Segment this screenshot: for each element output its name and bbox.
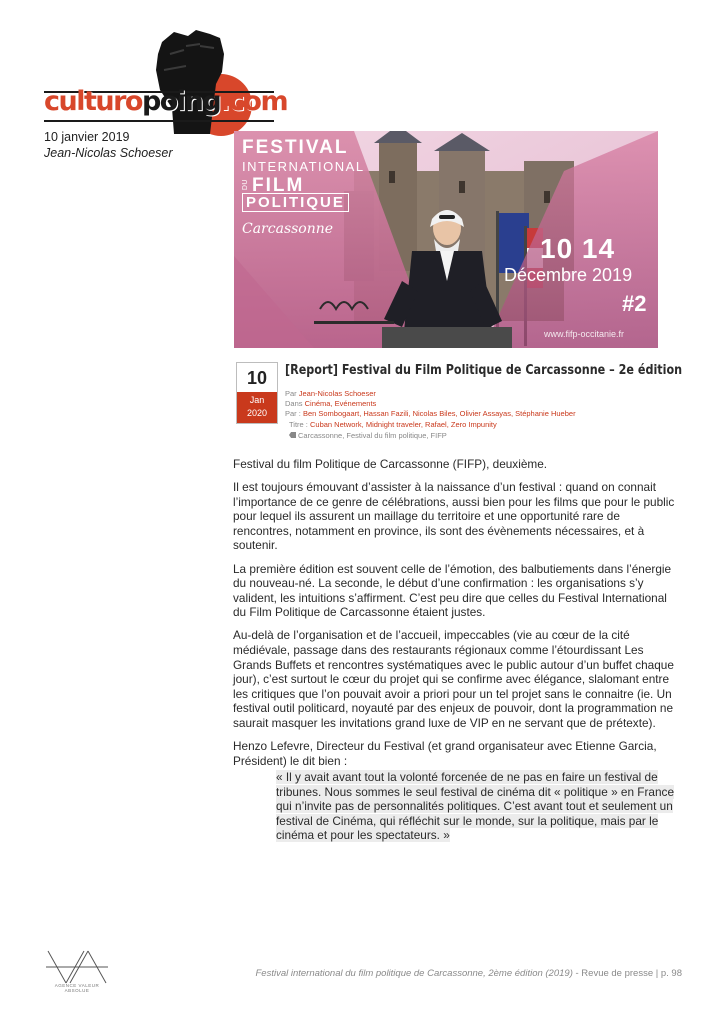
article-category bbox=[285, 399, 376, 408]
article-directors bbox=[285, 409, 576, 418]
directors-label: Par : bbox=[285, 409, 301, 418]
date-badge-day: 10 bbox=[246, 368, 268, 388]
poster-site-text: www.fifp-occitanie.fr bbox=[544, 329, 625, 339]
article-title[interactable]: [Report] Festival du Film Politique de Carcassonne – 2e édition bbox=[285, 363, 683, 378]
category-links[interactable]: Cinéma, Evénements bbox=[304, 399, 377, 408]
poster-politique-text: POLITIQUE bbox=[242, 193, 349, 212]
festival-poster-image bbox=[234, 131, 658, 348]
poster-film-text: FILM bbox=[252, 175, 305, 196]
footer-page-info: - Revue de presse | p. 98 bbox=[572, 968, 682, 979]
byline-label: Par bbox=[285, 389, 297, 398]
article-film-titles bbox=[289, 420, 497, 429]
footer-publication-title: Festival international du film politique de Carcassonne, 2ème édition (2019) bbox=[255, 968, 573, 979]
tag-icon bbox=[289, 432, 296, 438]
page-footer bbox=[255, 968, 682, 979]
article-byline bbox=[285, 389, 376, 398]
article-tags bbox=[289, 431, 447, 440]
body-paragraph-5: Henzo Lefevre, Directeur du Festival (et grand organisateur avec Etienne Garcia, Président) le dit bien : bbox=[233, 739, 657, 768]
article-body bbox=[233, 457, 678, 777]
blockquote bbox=[276, 770, 680, 843]
directors-links[interactable]: Ben Sombogaart, Hassan Fazili, Nicolas Biles, Olivier Assayas, Stéphanie Hueber bbox=[302, 409, 576, 418]
poster-festival-text: FESTIVAL bbox=[242, 137, 349, 158]
poster-international-text: INTERNATIONAL bbox=[242, 159, 365, 174]
poster-city-text: Carcassonne bbox=[242, 221, 334, 237]
body-paragraph-3: La première édition est souvent celle de l’émotion, des balbutiements dans l’énergie du nouveau-né. La seconde, le début d’une confirmation : les organisations s’y valident, les intuitions s’affirment. C’est peu dire que celles du Festival International du Film Politique de Carcassonne étaient justes. bbox=[233, 561, 672, 620]
author-name: Jean-Nicolas Schoeser bbox=[44, 146, 173, 160]
titles-links[interactable]: Cuban Network, Midnight traveler, Rafael, Zero Impunity bbox=[309, 420, 497, 429]
body-paragraph-1: Festival du film Politique de Carcassonne (FIFP), deuxième. bbox=[233, 457, 548, 471]
date-badge-month: Jan bbox=[249, 395, 265, 405]
article-date-badge bbox=[236, 362, 278, 424]
category-label: Dans bbox=[285, 399, 303, 408]
body-paragraph-4: Au-delà de l’organisation et de l’accueil, impeccables (vie au cœur de la cité médiévale, passage dans des restaurants régionaux comme l’étourdissant Les Grands Buffets et rencontres systématiques avec le public autour d’un buffet chaque jour), c’est surtout le cœur du projet qui se confirme avec élégance, slalomant entre les critiques que l’on pouvait avoir a priori pour un tel projet sans le connaitre (ie. Un festival outil politicard, noyauté par des enjeux de pouvoir, dont la programmation ne saurait masquer les invitations grand luxe de VIP en ne servant que de prétexte). bbox=[233, 628, 674, 730]
quote-text: « Il y avait avant tout la volonté forcenée de ne pas en faire un festival de tribunes. Nous sommes le seul festival de cinéma dit « politique » en France qui n’invite pas de personnalités politiques. C’est avant tout et seulement un festival de Cinéma, qui réfléchit sur le monde, sur la politique, mais par le cinéma et pour les spectateurs. » bbox=[276, 770, 675, 843]
poster-edition-text: #2 bbox=[622, 291, 647, 316]
poster-du-text: DU bbox=[242, 179, 249, 191]
publication-date: 10 janvier 2019 bbox=[44, 130, 130, 144]
date-badge-month-year bbox=[237, 392, 277, 423]
poster-dates-text: 10 14 bbox=[540, 233, 616, 264]
agency-name: AGENCE VALEUR ABSOLUE bbox=[54, 983, 100, 993]
logo-wordmark: culturopoing.com bbox=[44, 86, 288, 117]
site-logo[interactable] bbox=[40, 24, 288, 144]
tags-links[interactable]: Carcassonne, Festival du film politique, FIFP bbox=[298, 431, 447, 440]
poster-month-text: Décembre 2019 bbox=[504, 265, 633, 285]
logo-rule-bottom bbox=[44, 120, 274, 122]
titles-label: Titre : bbox=[289, 420, 308, 429]
byline-author-link[interactable]: Jean-Nicolas Schoeser bbox=[298, 389, 376, 398]
body-paragraph-2: Il est toujours émouvant d’assister à la naissance d’un festival : quand on connait l’importance de ce genre de célébrations, aussi bien pour les films que pour le public pour lequel ils assurent un maillage du territoire et une opportunité rare de rencontres, notamment en province, ils sont des évènements nécessaires, et à soutenir. bbox=[233, 480, 675, 553]
date-badge-year: 2020 bbox=[246, 408, 268, 418]
